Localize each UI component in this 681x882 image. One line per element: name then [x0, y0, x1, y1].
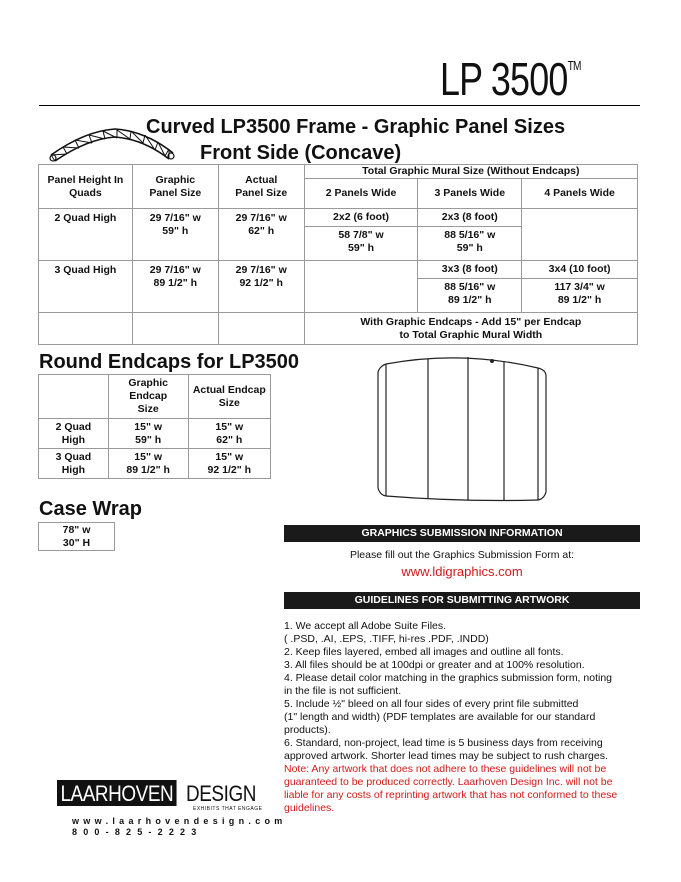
guideline-line: 6. Standard, non-project, lead time is 5 business days from receiving [284, 737, 603, 749]
guideline-line: ( .PSD, .AI, .EPS, .TIFF, hi-res .PDF, .INDD) [284, 633, 489, 645]
trademark-mark: TM [567, 58, 581, 73]
note-line: Note: Any artwork that does not adhere to these guidelines will not be [284, 763, 607, 775]
row-3-three-wide-name: 3x3 (8 foot) [418, 261, 522, 279]
row-2-two-wide-size: 58 7/8" w 59" h [304, 227, 418, 261]
row-3-two-wide-empty [304, 261, 418, 313]
guideline-line: 4. Please detail color matching in the graphics submission form, noting [284, 672, 613, 684]
note-line: guidelines. [284, 802, 335, 814]
phone-number: 800-825-2223 [72, 827, 203, 837]
endcaps-r2-graphic: 15" w 89 1/2" h [108, 449, 188, 479]
guideline-line: in the file is not sufficient. [284, 685, 402, 697]
endcaps-r1-label: 2 Quad High [39, 419, 109, 449]
logo-tagline: EXHIBITS THAT ENGAGE [193, 806, 263, 812]
company-logo: LAARHOVEN [57, 780, 177, 806]
endcap-note: With Graphic Endcaps - Add 15" per Endcap to Total Graphic Mural Width [304, 313, 637, 345]
row-3-actual-size: 29 7/16" w 92 1/2" h [218, 261, 304, 313]
frame-title: Curved LP3500 Frame - Graphic Panel Sizes [146, 116, 566, 138]
website-link[interactable]: www.laarhovendesign.com [72, 816, 287, 826]
header-3-wide: 3 Panels Wide [418, 179, 522, 209]
submission-text: Please fill out the Graphics Submission Form at: [349, 549, 575, 561]
guideline-line: 5. Include ½" bleed on all four sides of every print file submitted [284, 698, 579, 710]
row-2-three-wide-name: 2x3 (8 foot) [418, 209, 522, 227]
header-mural: Total Graphic Mural Size (Without Endcaps) [304, 165, 637, 179]
guideline-line: 1. We accept all Adobe Suite Files. [284, 620, 447, 632]
note-line: liable for any costs of reprinting artwork that has not conformed to these [284, 789, 618, 801]
row-2-quad-label: 2 Quad High [39, 209, 133, 261]
row-3-four-wide-name: 3x4 (10 foot) [522, 261, 638, 279]
endcaps-table [38, 374, 271, 479]
guideline-line: 3. All files should be at 100dpi or greater and at 100% resolution. [284, 659, 585, 671]
case-wrap-table [38, 522, 115, 551]
endcaps-r2-label: 3 Quad High [39, 449, 109, 479]
guideline-line: (1" length and width) (PDF templates are available for our standard [284, 711, 596, 723]
case-wrap-size: 78" w 30" H [39, 523, 115, 551]
endcaps-header-empty [39, 375, 109, 419]
header-panel-height: Panel Height In Quads [39, 165, 133, 209]
guidelines-bar: GUIDELINES FOR SUBMITTING ARTWORK [284, 592, 640, 609]
header-4-wide: 4 Panels Wide [522, 179, 638, 209]
header-2-wide: 2 Panels Wide [304, 179, 418, 209]
product-title: LP 3500™ [440, 53, 581, 105]
row-3-graphic-size: 29 7/16" w 89 1/2" h [132, 261, 218, 313]
endcaps-r1-actual: 15" w 62" h [188, 419, 270, 449]
row-2-three-wide-size: 88 5/16" w 59" h [418, 227, 522, 261]
frame-subtitle: Front Side (Concave) [200, 142, 402, 164]
endcaps-header-actual: Actual Endcap Size [188, 375, 270, 419]
row-3-four-wide-size: 117 3/4" w 89 1/2" h [522, 279, 638, 313]
row-2-actual-size: 29 7/16" w 62" h [218, 209, 304, 261]
row-3-three-wide-size: 88 5/16" w 89 1/2" h [418, 279, 522, 313]
note-empty-1 [39, 313, 133, 345]
endcaps-r1-graphic: 15" w 59" h [108, 419, 188, 449]
endcaps-header-graphic: Graphic Endcap Size [108, 375, 188, 419]
note-empty-3 [218, 313, 304, 345]
curved-display-illustration [372, 352, 552, 504]
guideline-line: 2. Keep files layered, embed all images and outline all fonts. [284, 646, 564, 658]
guideline-line: approved artwork. Shorter lead times may be subject to rush charges. [284, 750, 608, 762]
company-logo-design: DESIGN [186, 781, 256, 806]
guideline-line: products). [284, 724, 331, 736]
header-rule [39, 105, 640, 106]
submission-bar: GRAPHICS SUBMISSION INFORMATION [284, 525, 640, 542]
row-2-graphic-size: 29 7/16" w 59" h [132, 209, 218, 261]
header-actual-panel: Actual Panel Size [218, 165, 304, 209]
panel-size-table [38, 164, 638, 345]
row-2-two-wide-name: 2x2 (6 foot) [304, 209, 418, 227]
guidelines-list [284, 620, 644, 815]
endcaps-r2-actual: 15" w 92 1/2" h [188, 449, 270, 479]
header-graphic-panel: Graphic Panel Size [132, 165, 218, 209]
submission-url-link[interactable]: www.ldigraphics.com [401, 564, 523, 579]
endcaps-title: Round Endcaps for LP3500 [39, 351, 300, 373]
note-line: guaranteed to be produced correctly. Laarhoven Design Inc. will not be [284, 776, 613, 788]
row-3-quad-label: 3 Quad High [39, 261, 133, 313]
row-2-four-wide-empty [522, 209, 638, 261]
note-empty-2 [132, 313, 218, 345]
case-wrap-title: Case Wrap [39, 498, 143, 520]
